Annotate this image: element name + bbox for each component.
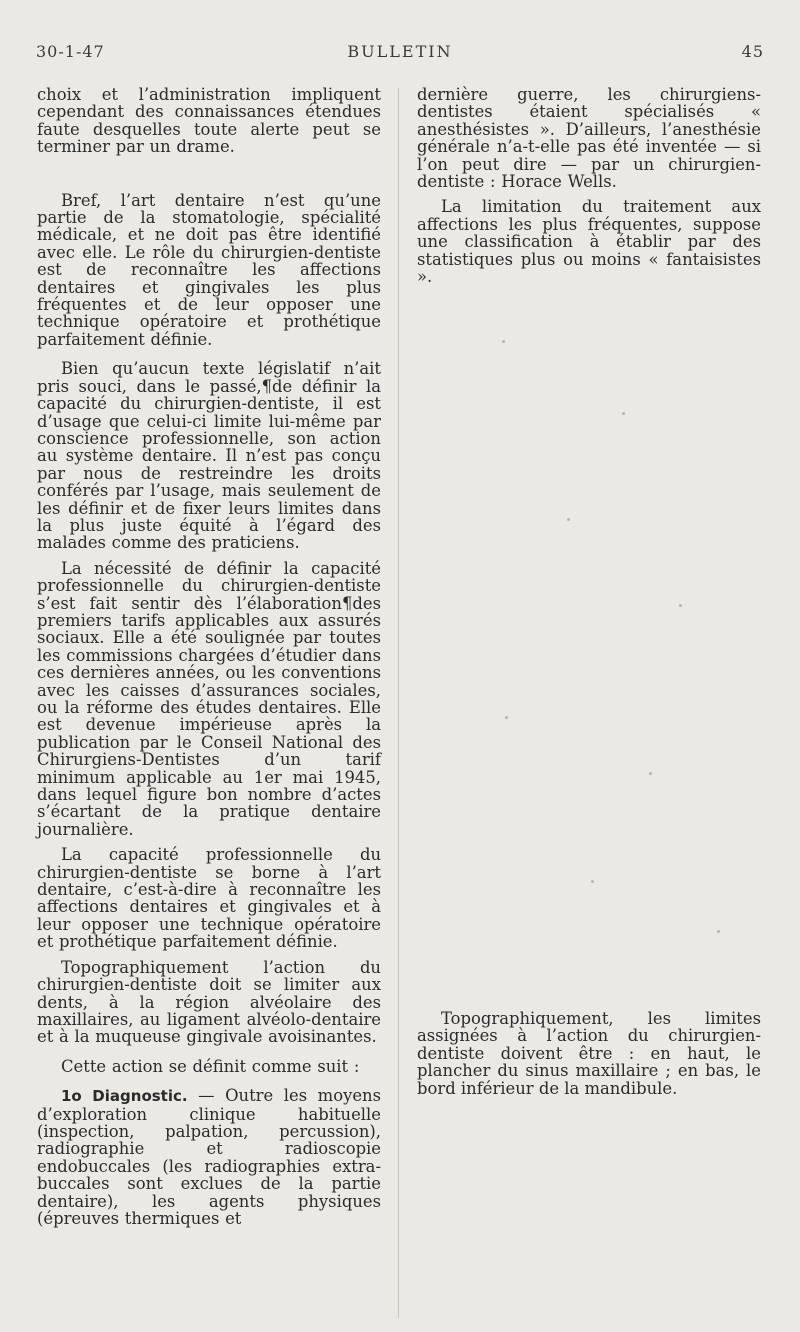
paragraph: La nécessité de définir la capacité professionnelle du chirurgien-dentiste s’est fait sentir dès l’élaboration¶des premiers tarifs applicables aux assurés sociaux. Elle a été soulignée par toutes les commissions chargées d’étudier dans ces dernières années, ou les conventions avec les caisses d’assurances sociales, ou la réforme des études dentaires. Elle est devenue impérieuse après la publication par le Conseil National des Chirurgiens-Dentistes d’un tarif minimum applicable au 1er mai 1945, dans lequel figure bon nombre d’actes s’écartant de la pratique dentaire journalière. (37, 558, 381, 839)
paragraph: Bref, l’art dentaire n’est qu’une partie de la stomatologie, spécialité médicale, et ne doit pas être identifié avec elle. Le rôle du chirurgien-dentiste est de reconnaître les affections dentaires et gingivales les plus fréquentes et de leur opposer une technique opératoire et prothétique parfaitement définie. (37, 190, 381, 349)
right-column (417, 86, 761, 285)
paragraph: choix et l’administration impliquent cependant des connaissances étendues faute desquelles toute alerte peut se terminer par un drame. (37, 85, 381, 157)
paragraph: La limitation du traitement aux affections les plus fréquentes, suppose une classification à établir par des statistiques plus ou moins « fantaisistes ». (417, 197, 761, 287)
section-text: — Outre les moyens d’exploration clinique habituelle (inspection, palpation, percussion), radiographie et radioscopie endobuccales (les radiographies extra-buccales sont exclues de la partie dentaire), les agents physiques (épreuves thermiques et (37, 1086, 381, 1228)
journal-title: BULLETIN (347, 42, 453, 61)
column-divider (398, 88, 399, 1318)
left-column (37, 86, 381, 1227)
paragraph: dernière guerre, les chirurgiens-dentistes étaient spécialisés « anesthésistes ». D’ailleurs, l’anesthésie générale n’a-t-elle pas été inventée — si l’on peut dire — par un chirurgien-dentiste : Horace Wells. (417, 85, 761, 192)
paragraph: Topographiquement l’action du chirurgien-dentiste doit se limiter aux dents, à la région alvéolaire des maxillaires, au ligament alvéolo-dentaire et à la muqueuse gingivale avoisinantes. (37, 957, 381, 1047)
page-number: 45 (741, 42, 764, 61)
paragraph: Topographiquement, les limites assignées à l’action du chirurgien-dentiste doivent être : en haut, le plancher du sinus maxillaire ; en bas, le bord inférieur de la mandibule. (417, 1009, 761, 1098)
issue-date: 30-1-47 (36, 42, 105, 61)
running-header (36, 42, 764, 66)
paragraph (37, 1087, 381, 1227)
right-column-lower (417, 1010, 761, 1097)
paragraph: Bien qu’aucun texte législatif n’ait pris souci, dans le passé,¶de définir la capacité du chirurgien-dentiste, il est d’usage que celui-ci limite lui-même par conscience professionnelle, son action au système dentaire. Il n’est pas conçu par nous de restreindre les droits conférés par l’usage, mais seulement de les définir et de fixer leurs limites dans la plus juste équité à l’égard des malades comme des praticiens. (37, 359, 381, 553)
section-label: 1o Diagnostic. (61, 1087, 188, 1106)
paragraph: Cette action se définit comme suit : (61, 1056, 360, 1076)
show-through-marks (417, 320, 761, 980)
paragraph: La capacité professionnelle du chirurgien-dentiste se borne à l’art dentaire, c’est-à-dire à reconnaître les affections dentaires et gingivales et à leur opposer une technique opératoire et prothétique parfaitement définie. (37, 845, 381, 952)
